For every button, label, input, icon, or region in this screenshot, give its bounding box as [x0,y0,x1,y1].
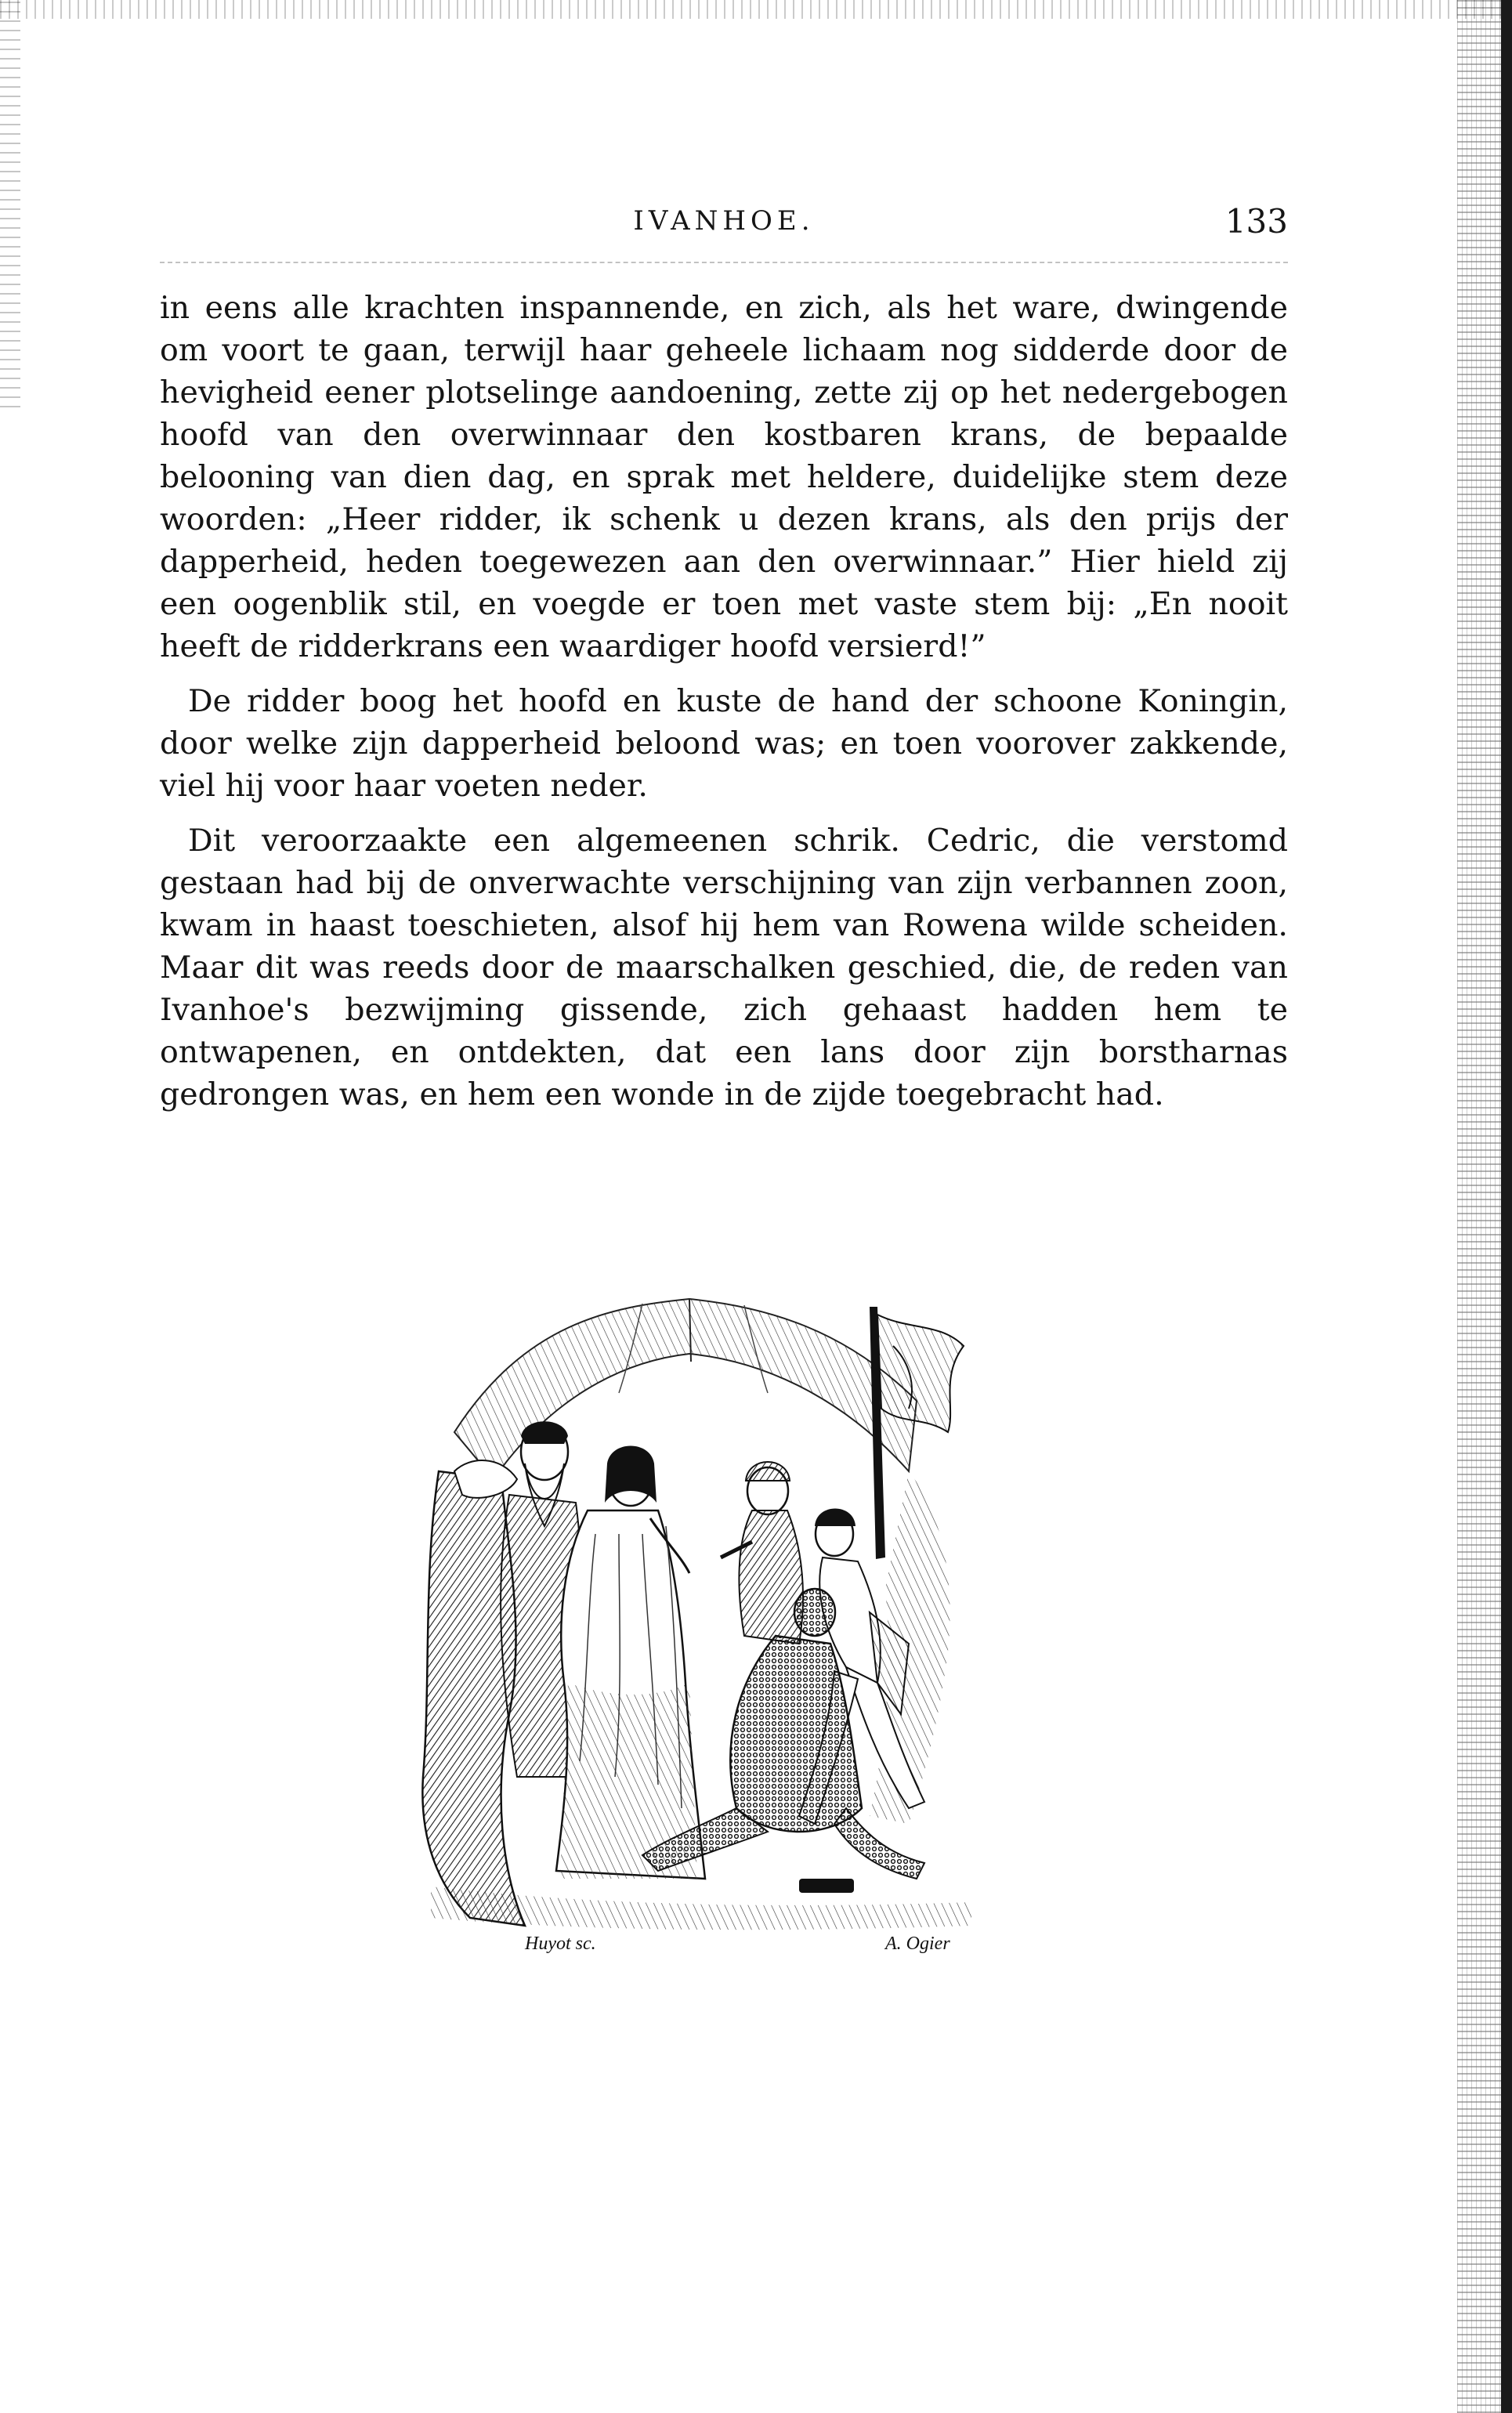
figure-marshal-left [721,1462,803,1644]
header-rule [160,262,1288,263]
paragraph-2: De ridder boog het hoofd en kuste de hand der schoone Koningin, door welke zijn dapperheid beloond was; en toen voorover zakkende, viel hij voor haar voeten neder. [160,683,1288,804]
page-number: 133 [1224,202,1288,241]
artist-signature: A. Ogier [885,1934,950,1954]
scan-edge-left [0,0,20,407]
scan-edge-top [0,0,1512,19]
engraver-signature: Huyot sc. [525,1934,596,1954]
body-text [160,287,1288,1128]
engraving-drawing [407,1275,1026,1965]
paragraph-1: in eens alle krachten inspannende, en zich, als het ware, dwingende om voort te gaan, terwijl haar geheele lichaam nog sidderde door de hevigheid eener plotselinge aandoening, zette zij op het nedergebogen hoofd van den overwinnaar den kostbaren krans, de bepaalde belooning van dien dag, en sprak met heldere, duidelijke stem deze woorden: „Heer ridder, ik schenk u dezen krans, als den prijs der dapperheid, heden toegewezen aan den overwinnaar.” Hier hield zij een oogenblik stil, en voegde er toen met vaste stem bij: „En nooit heeft de ridderkrans een waardiger hoofd versierd!” [160,290,1288,664]
scan-edge-right-dark [1501,0,1512,2413]
fallen-helmet [799,1879,854,1893]
banner-flag [877,1315,964,1432]
paragraph-3: Dit veroorzaakte een algemeenen schrik. Cedric, die verstomd gestaan had bij de onverwachte verschijning van zijn verbannen zoon, kwam in haast toeschieten, alsof hij hem van Rowena wilde scheiden. Maar dit was reeds door de maarschalken geschied, die, de reden van Ivanhoe's bezwijming gissende, zich gehaast hadden hem te ontwapenen, en ontdekten, dat een lans door zijn borstharnas gedrongen was, en hem een wonde in de zijde toegebracht had. [160,823,1288,1112]
figure-rowena [556,1446,705,1879]
running-title: IVANHOE. [633,205,815,237]
engraving-illustration [407,1275,1026,1965]
page-header [160,202,1288,249]
